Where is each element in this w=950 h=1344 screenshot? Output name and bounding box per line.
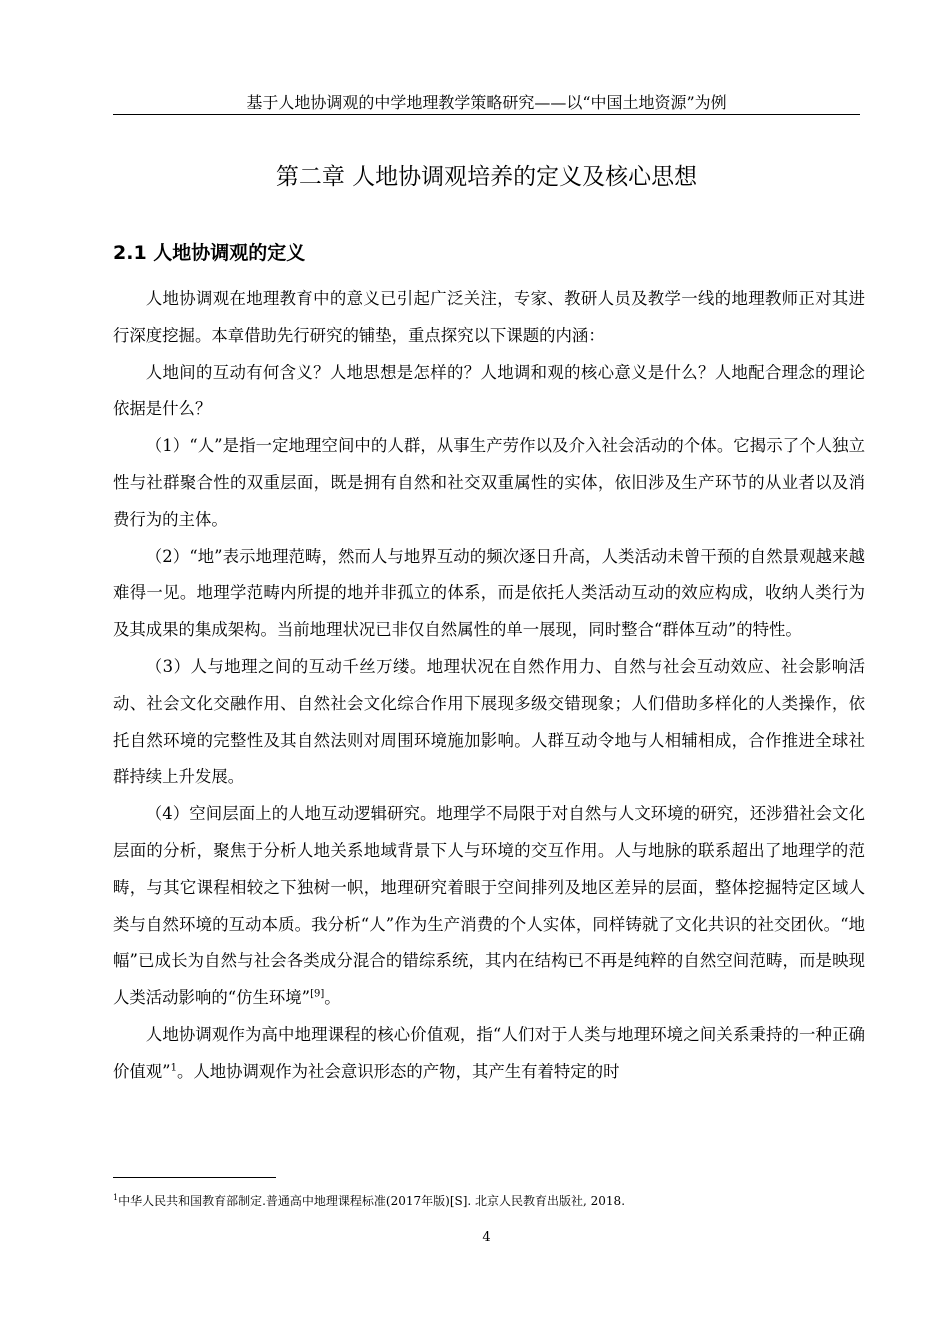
paragraph-core-value-end: 。人地协调观作为社会意识形态的产物，其产生有着特定的时 xyxy=(176,1061,620,1081)
paragraph-human: （1）“人”是指一定地理空间中的人群，从事生产劳作以及介入社会活动的个体。它揭示了个人独立性与社群聚合性的双重层面，既是拥有自然和社交双重属性的实体，依旧涉及生产环节的从业者以及消费行为的主体。 xyxy=(113,436,865,529)
footnote-divider xyxy=(113,1177,276,1178)
footnote-text: 中华人民共和国教育部制定.普通高中地理课程标准(2017年版)[S]. 北京人民教育出版社, 2018. xyxy=(118,1194,626,1208)
paragraph-land: （2）“地”表示地理范畴，然而人与地界互动的频次逐日升高，人类活动未曾干预的自然景观越来越难得一见。地理学范畴内所提的地并非孤立的体系，而是依托人类活动互动的效应构成，收纳人类行为及其成果的集成架构。当前地理状况已非仅自然属性的单一展现，同时整合“群体互动”的特性。 xyxy=(113,546,865,640)
paragraph-core-value-text: 人地协调观作为高中地理课程的核心价值观，指“人们对于人类与地理环境之间关系秉持的一种正确价值观” xyxy=(113,1024,865,1081)
header-divider xyxy=(113,114,860,115)
paragraph-spatial xyxy=(113,796,865,1017)
footnote xyxy=(113,1192,863,1210)
chapter-title: 第二章 人地协调观培养的定义及核心思想 xyxy=(275,164,698,191)
body-text xyxy=(113,281,865,1091)
paragraph-questions: 人地间的互动有何含义？人地思想是怎样的？人地调和观的核心意义是什么？人地配合理念的理论依据是什么？ xyxy=(113,362,865,419)
running-header: 基于人地协调观的中学地理教学策略研究——以“中国土地资源”为例 xyxy=(246,93,727,112)
footnote-marker: 1 xyxy=(113,1193,119,1202)
paragraph-spatial-text: （4）空间层面上的人地互动逻辑研究。地理学不局限于对自然与人文环境的研究，还涉猎社会文化层面的分析，聚焦于分析人地关系地域背景下人与环境的交互作用。人与地脉的联系超出了地理学的范畴，与其它课程相较之下独树一帜，地理研究着眼于空间排列及地区差异的层面，整体挖掘特定区域人类与自然环境的互动本质。我分析“人”作为生产消费的个人实体，同样铸就了文化共识的社交团伙。“地幅”已成长为自然与社会各类成分混合的错综系统，其内在结构已不再是纯粹的自然空间范畴，而是映现人类活动影响的“仿生环境” xyxy=(113,804,865,1008)
paragraph-intro: 人地协调观在地理教育中的意义已引起广泛关注，专家、教研人员及教学一线的地理教师正对其进行深度挖掘。本章借助先行研究的铺垫，重点探究以下课题的内涵： xyxy=(113,289,865,345)
paragraph-core-value xyxy=(113,1017,865,1091)
footnote-ref[interactable]: 1 xyxy=(170,1062,177,1074)
citation-ref[interactable]: [9] xyxy=(310,988,325,1000)
paragraph-interaction: （3）人与地理之间的互动千丝万缕。地理状况在自然作用力、自然与社会互动效应、社会影响活动、社会文化交融作用、自然社会文化综合作用下展现多级交错现象；人们借助多样化的人类操作，依托自然环境的完整性及其自然法则对周围环境施加影响。人群互动令地与人相辅相成，合作推进全球社群持续上升发展。 xyxy=(113,656,865,787)
section-heading: 2.1 人地协调观的定义 xyxy=(113,241,306,264)
page-number: 4 xyxy=(482,1230,491,1245)
paragraph-spatial-end: 。 xyxy=(324,988,341,1008)
